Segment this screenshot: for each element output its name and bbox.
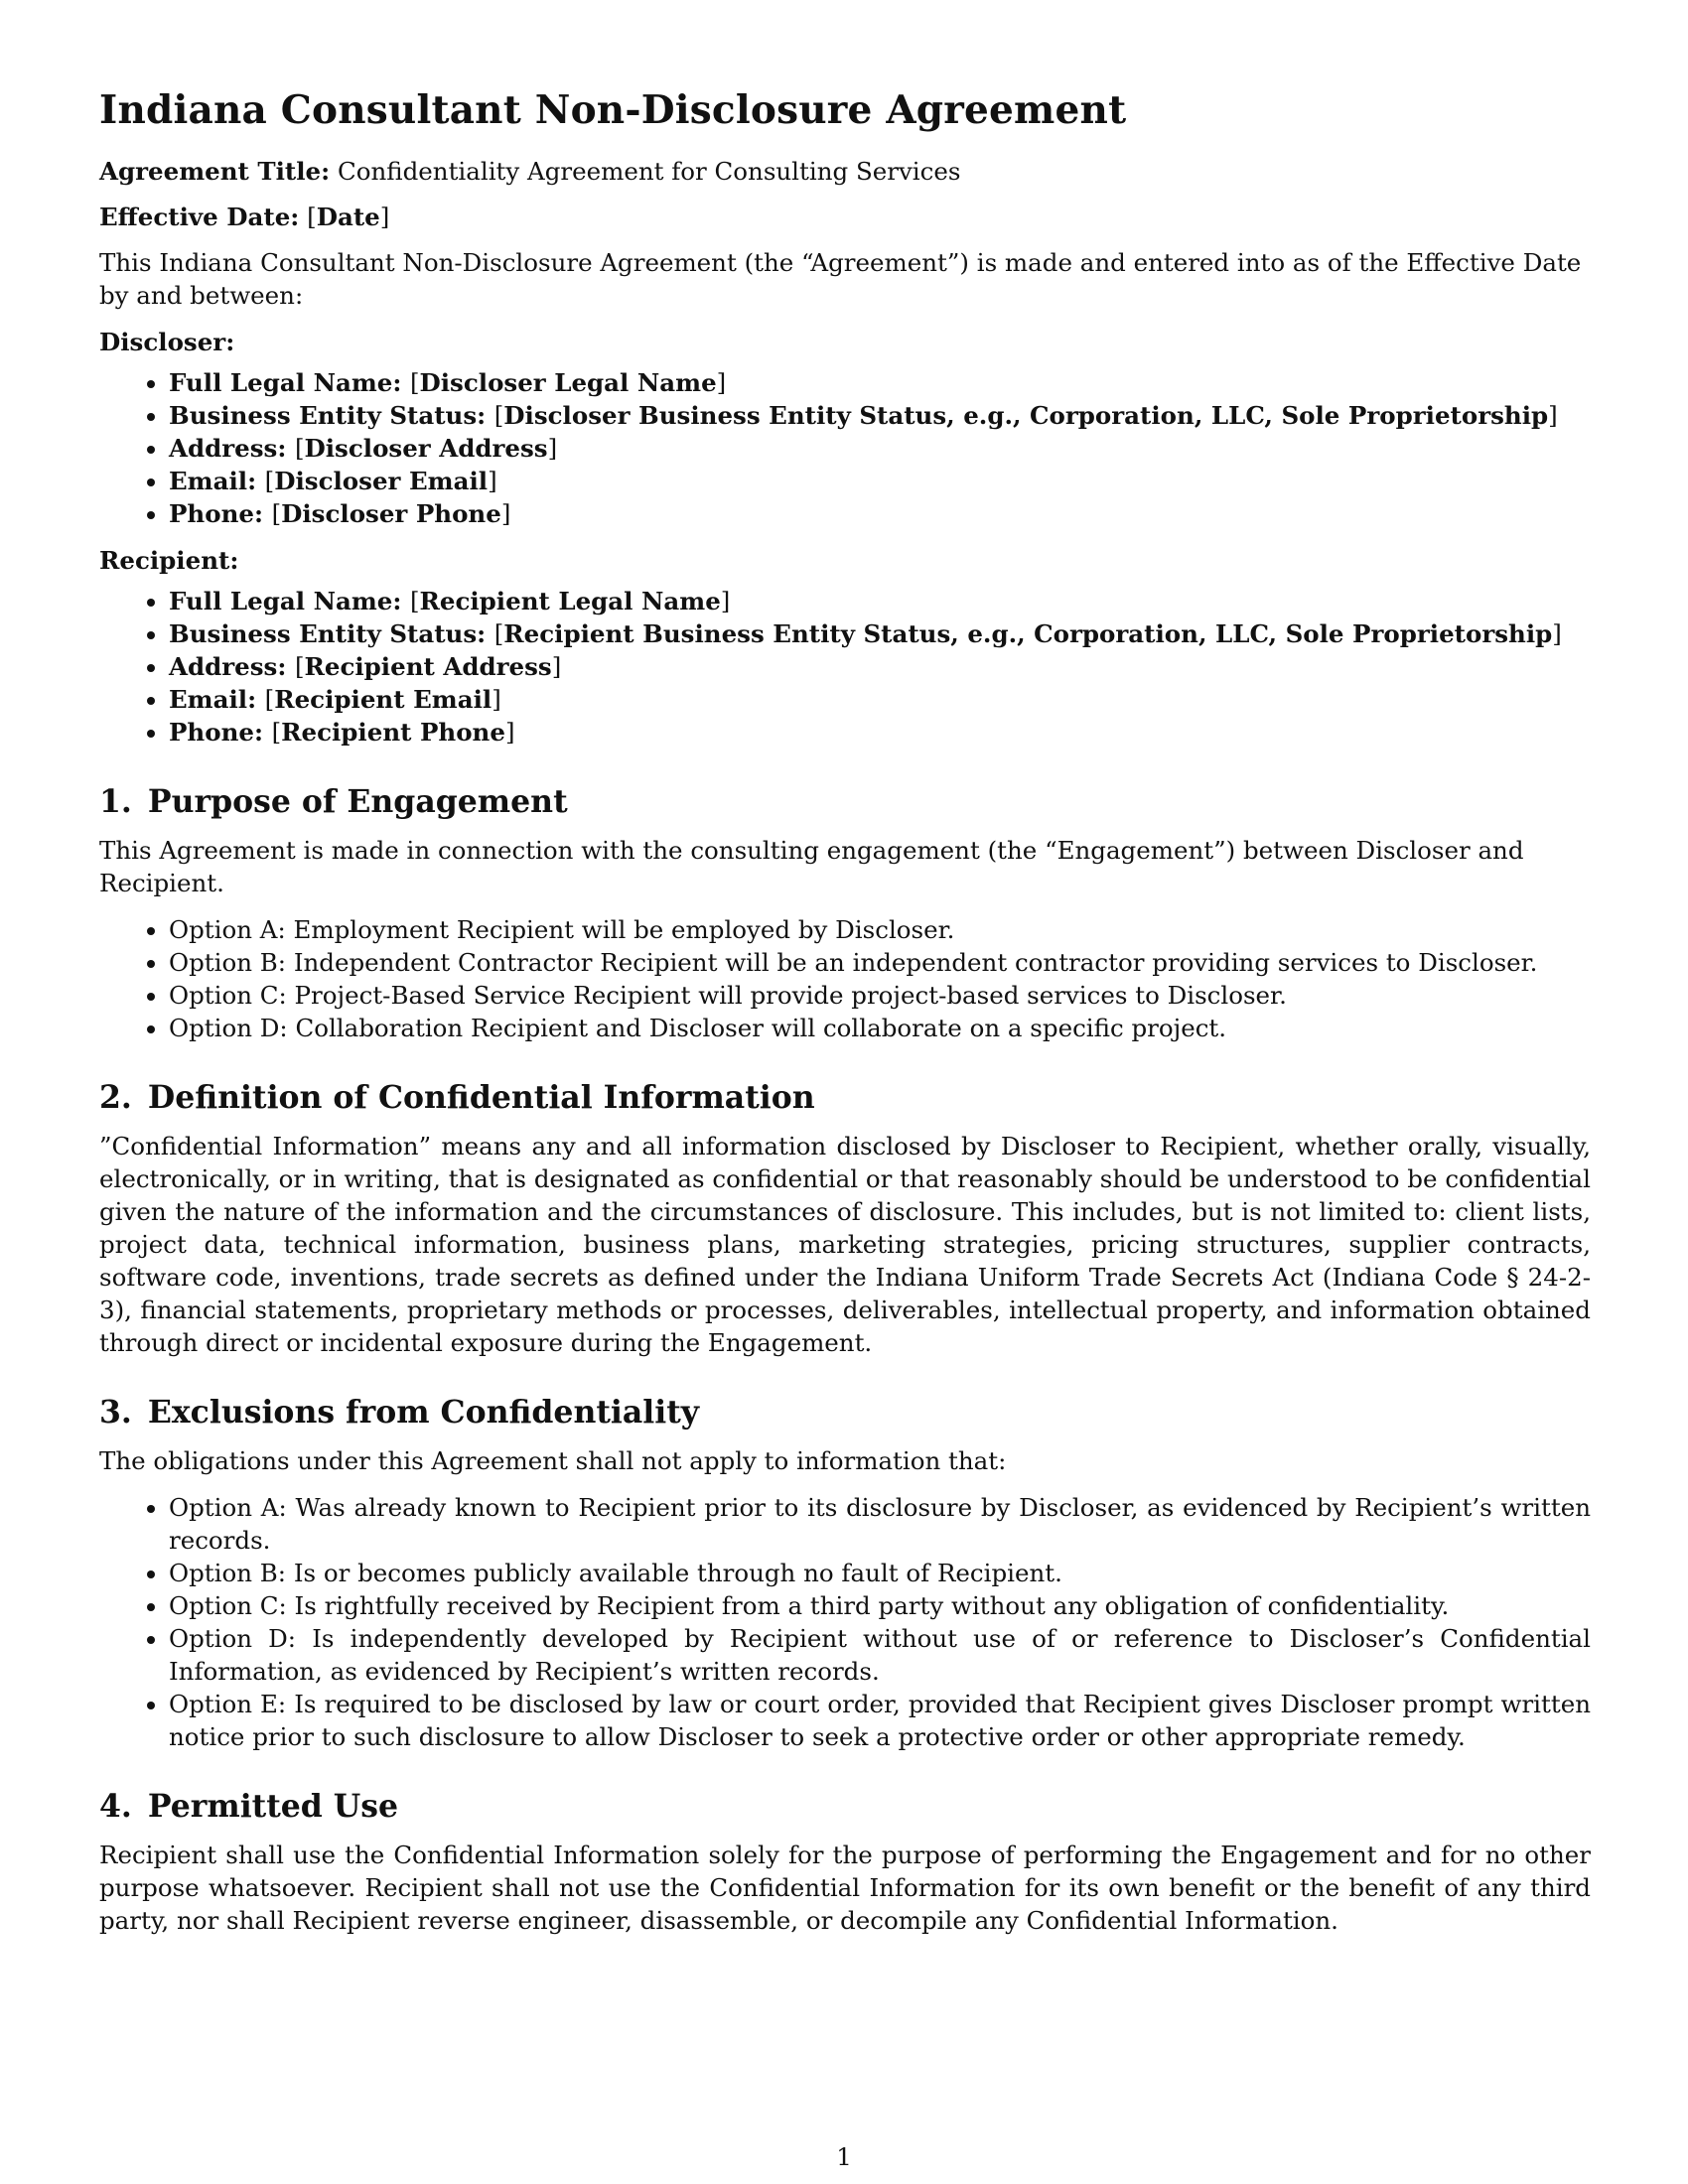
recipient-phone: • Phone: [Recipient Phone]: [169, 716, 1591, 749]
discloser-business-entity-status: • Business Entity Status: [Discloser Business Entity Status, e.g., Corporation, LLC, Sole Proprietorship]: [169, 399, 1591, 432]
discloser-phone: • Phone: [Discloser Phone]: [169, 497, 1591, 530]
section-body-exclusions: The obligations under this Agreement shall not apply to information that:: [99, 1446, 1007, 1475]
page-number: 1: [836, 2142, 852, 2171]
effective-date-line: Effective Date: [Date]: [99, 203, 390, 231]
list-item: • Option C: Project-Based Service Recipient will provide project-based services to Discloser.: [169, 979, 1591, 1012]
effective-date-label: Effective Date:: [99, 203, 300, 231]
section-heading-definition: 2. Definition of Confidential Information: [99, 1079, 815, 1116]
purpose-options: [99, 913, 1591, 1044]
list-item: • Option A: Employment Recipient will be employed by Discloser.: [169, 913, 1591, 946]
discloser-full-legal-name: • Full Legal Name: [Discloser Legal Name]: [169, 366, 1591, 399]
list-item: • Option E: Is required to be disclosed by law or court order, provided that Recipient gives Discloser prompt written notice prior to such disclosure to allow Discloser to seek a protective order or other appropriate remedy.: [169, 1688, 1591, 1753]
discloser-email: • Email: [Discloser Email]: [169, 465, 1591, 497]
document-page: [99, 87, 1591, 1951]
discloser-heading: Discloser:: [99, 328, 235, 356]
recipient-fields: [99, 585, 1591, 749]
recipient-address: • Address: [Recipient Address]: [169, 650, 1591, 683]
discloser-address: • Address: [Discloser Address]: [169, 432, 1591, 465]
list-item: • Option C: Is rightfully received by Recipient from a third party without any obligation of confidentiality.: [169, 1589, 1591, 1622]
intro-paragraph: This Indiana Consultant Non-Disclosure Agreement (the “Agreement”) is made and entered into as of the Effective Date by and between:: [99, 248, 1582, 310]
section-body-purpose: This Agreement is made in connection with the consulting engagement (the “Engagement”) between Discloser and Recipient.: [99, 836, 1524, 897]
agreement-title-value: Confidentiality Agreement for Consulting Services: [338, 157, 961, 186]
exclusion-options: [99, 1491, 1591, 1753]
list-item: • Option A: Was already known to Recipient prior to its disclosure by Discloser, as evidenced by Recipient’s written records.: [169, 1491, 1591, 1557]
list-item: • Option B: Is or becomes publicly available through no fault of Recipient.: [169, 1557, 1591, 1589]
list-item: • Option D: Is independently developed by Recipient without use of or reference to Discloser’s Confidential Information, as evidenced by Recipient’s written records.: [169, 1622, 1591, 1688]
agreement-title-label: Agreement Title:: [99, 157, 331, 186]
section-body-permitted-use: Recipient shall use the Confidential Information solely for the purpose of performing the Engagement and for no other purpose whatsoever. Recipient shall not use the Confidential Information for its own benefit or the benefit of any third party, nor shall Recipient reverse engineer, disassemble, or decompile any Confidential Information.: [99, 1841, 1591, 1935]
section-heading-permitted-use: 4. Permitted Use: [99, 1788, 399, 1825]
section-heading-exclusions: 3. Exclusions from Confidentiality: [99, 1394, 700, 1431]
recipient-email: • Email: [Recipient Email]: [169, 683, 1591, 716]
discloser-fields: [99, 366, 1591, 530]
recipient-full-legal-name: • Full Legal Name: [Recipient Legal Name]: [169, 585, 1591, 617]
section-heading-purpose: 1. Purpose of Engagement: [99, 783, 568, 820]
recipient-heading: Recipient:: [99, 546, 239, 575]
document-title: Indiana Consultant Non-Disclosure Agreement: [99, 87, 1127, 133]
agreement-title-line: [99, 155, 1591, 188]
list-item: • Option B: Independent Contractor Recipient will be an independent contractor providing services to Discloser.: [169, 946, 1591, 979]
effective-date-value: Date: [316, 203, 380, 231]
section-body-definition: ”Confidential Information” means any and all information disclosed by Discloser to Recipient, whether orally, visually, electronically, or in writing, that is designated as confidential or that reasonably should be understood to be confidential given the nature of the information and the circumstances of disclosure. This includes, but is not limited to: client lists, project data, technical information, business plans, marketing strategies, pricing structures, supplier contracts, software code, inventions, trade secrets as defined under the Indiana Uniform Trade Secrets Act (Indiana Code § 24-2-3), financial statements, proprietary methods or processes, deliverables, intellectual property, and information obtained through direct or incidental exposure during the Engagement.: [99, 1132, 1591, 1357]
list-item: • Option D: Collaboration Recipient and Discloser will collaborate on a specific project.: [169, 1012, 1591, 1044]
recipient-business-entity-status: • Business Entity Status: [Recipient Business Entity Status, e.g., Corporation, LLC, Sole Proprietorship]: [169, 617, 1591, 650]
